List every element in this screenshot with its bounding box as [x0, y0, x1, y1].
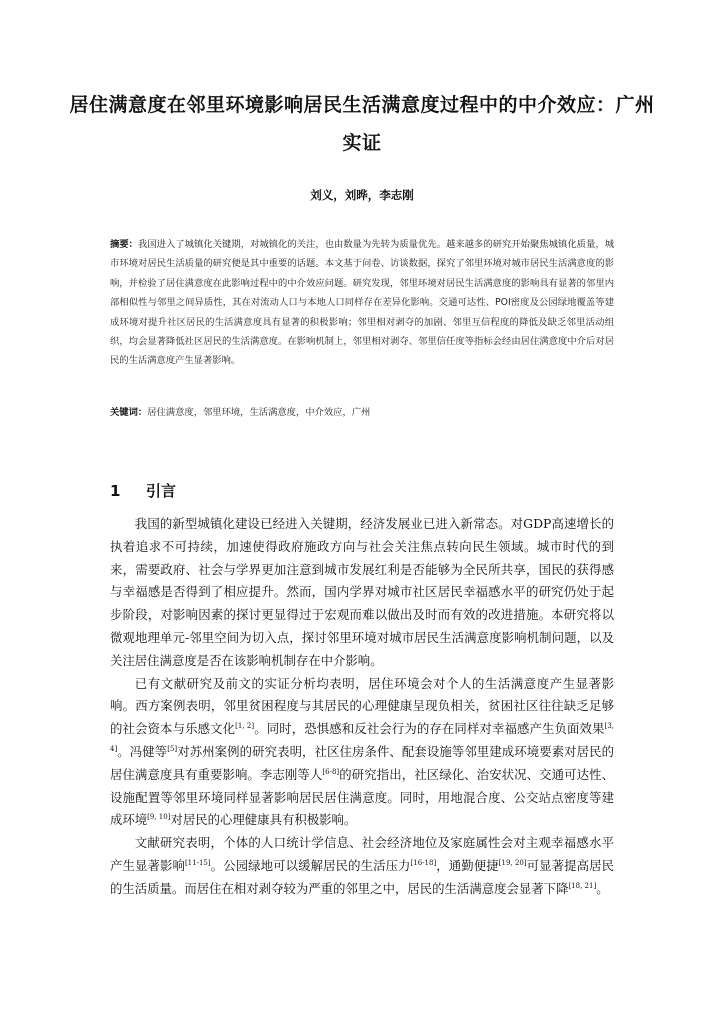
keywords-label: 关键词： — [110, 407, 148, 418]
citation-reference[interactable]: [16-18] — [410, 858, 437, 867]
abstract — [110, 235, 614, 371]
citation-reference[interactable]: [19, 20] — [498, 858, 527, 867]
keywords-text: 居住满意度，邻里环境，生活满意度，中介效应，广州 — [147, 407, 371, 418]
paragraph-text: 对苏州案例的研究表明，社区住房条件、配套设施等邻里建成环境要素对居民的居住满意度具有重要影响。李志刚等人 — [110, 743, 615, 782]
paper-title: 居住满意度在邻里环境影响居民生活满意度过程中的中介效应：广州实证 — [69, 94, 655, 154]
section-heading — [110, 479, 176, 503]
citation-reference[interactable]: [5] — [167, 744, 178, 753]
paragraph-text: 我国的新型城镇化建设已经进入关键期，经济发展业已进入新常态。对GDP高速增长的执着追求不可持续，加速使得政府施政方向与社会关注焦点转向民生领域。城市时代的到来，需要政府、社会与学界更加注意到城市发展红利是否能够为全民所共享，国民的获得感与幸福感是否得到了相应提升。然而，国内学界对城市社区居民幸福感水平的研究仍处于起步阶段，对影响因素的探讨更显得过于宏观而难以做出及时而有效的改进措施。本研究将以微观地理单元-邻里空间为切入点，探讨邻里环境对城市居民生活满意度影响机制问题，以及关注居住满意度是否在该影响机制存在中介影响。 — [110, 516, 614, 668]
paragraph-text: 已有文献研究及前文的实证分析均表明，居住环境会对个人的生活满意度产生显著影响。西方案例表明，邻里贫困程度与其居民的心理健康呈现负相关，贫困社区往往缺乏足够的社会资本与乐感文化 — [110, 675, 614, 737]
paragraph-text: 可显著提高居民的生活质量。而居住在相对剥夺较为严重的邻里之中，居民的生活满意度会显著下降 — [110, 857, 615, 896]
body-paragraph — [110, 832, 614, 900]
body-paragraph — [110, 673, 614, 833]
paragraph-text: 对居民的心理健康具有积极影响。 — [170, 812, 357, 828]
paragraph-text: 。同时，恐惧感和反社会行为的存在同样对幸福感产生负面效果 — [254, 721, 605, 737]
body-paragraph — [110, 513, 614, 673]
citation-reference[interactable]: [18, 21] — [568, 881, 597, 890]
paragraph-text: 。公园绿地可以缓解居民的生活压力 — [210, 857, 411, 873]
paragraph-text: ，通勤便捷 — [436, 857, 499, 873]
citation-reference[interactable]: [6-8] — [322, 767, 340, 776]
paragraph-text: 。 — [596, 880, 609, 896]
paragraph-text: 。冯健等 — [117, 743, 168, 759]
citation-reference[interactable]: [1, 2] — [235, 722, 255, 731]
section-number: 1 — [110, 482, 121, 500]
paragraph-text: 的研究指出，社区绿化、治安状况、交通可达性、设施配置等邻里环境同样显著影响居民居住满意度。同时，用地混合度、公交站点密度等建成环境 — [110, 766, 615, 828]
citation-reference[interactable]: [11-15] — [184, 858, 211, 867]
author-list: 刘义，刘晔，李志刚 — [310, 188, 414, 202]
abstract-label: 摘要： — [110, 239, 139, 250]
keywords — [110, 403, 614, 422]
citation-reference[interactable]: [9, 10] — [147, 813, 171, 822]
paragraph-text: 文献研究表明，个体的人口统计学信息、社会经济地位及家庭属性会对主观幸福感水平产生显著影响 — [110, 835, 614, 873]
section-title: 引言 — [146, 482, 177, 500]
abstract-text: 我国进入了城镇化关键期，对城镇化的关注，也由数量为先转为质量优先。越来越多的研究开始聚焦城镇化质量，城市环境对居民生活质量的研究便是其中重要的话题。本文基于问卷、访谈数据，探究了邻里环境对城市居民生活满意度的影响，并检验了居住满意度在此影响过程中的中介效应问题。研究发现，邻里环境对居民生活满意度的影响具有显著的邻里内部相似性与邻里之间异质性，其在对流动人口与本地人口同样存在差异化影响。交通可达性、POI密度及公园绿地覆盖等建成环境对提升社区居民的生活满意度具有显著的积极影响；邻里相对剥夺的加剧、邻里互信程度的降低及缺乏邻里活动组织，均会显著降低社区居民的生活满意度。在影响机制上，邻里相对剥夺、邻里信任度等指标会经由居住满意度中介后对居民的生活满意度产生显著影响。 — [110, 239, 614, 367]
citation-reference[interactable]: [3, 4] — [110, 722, 615, 753]
body-text — [110, 513, 614, 901]
